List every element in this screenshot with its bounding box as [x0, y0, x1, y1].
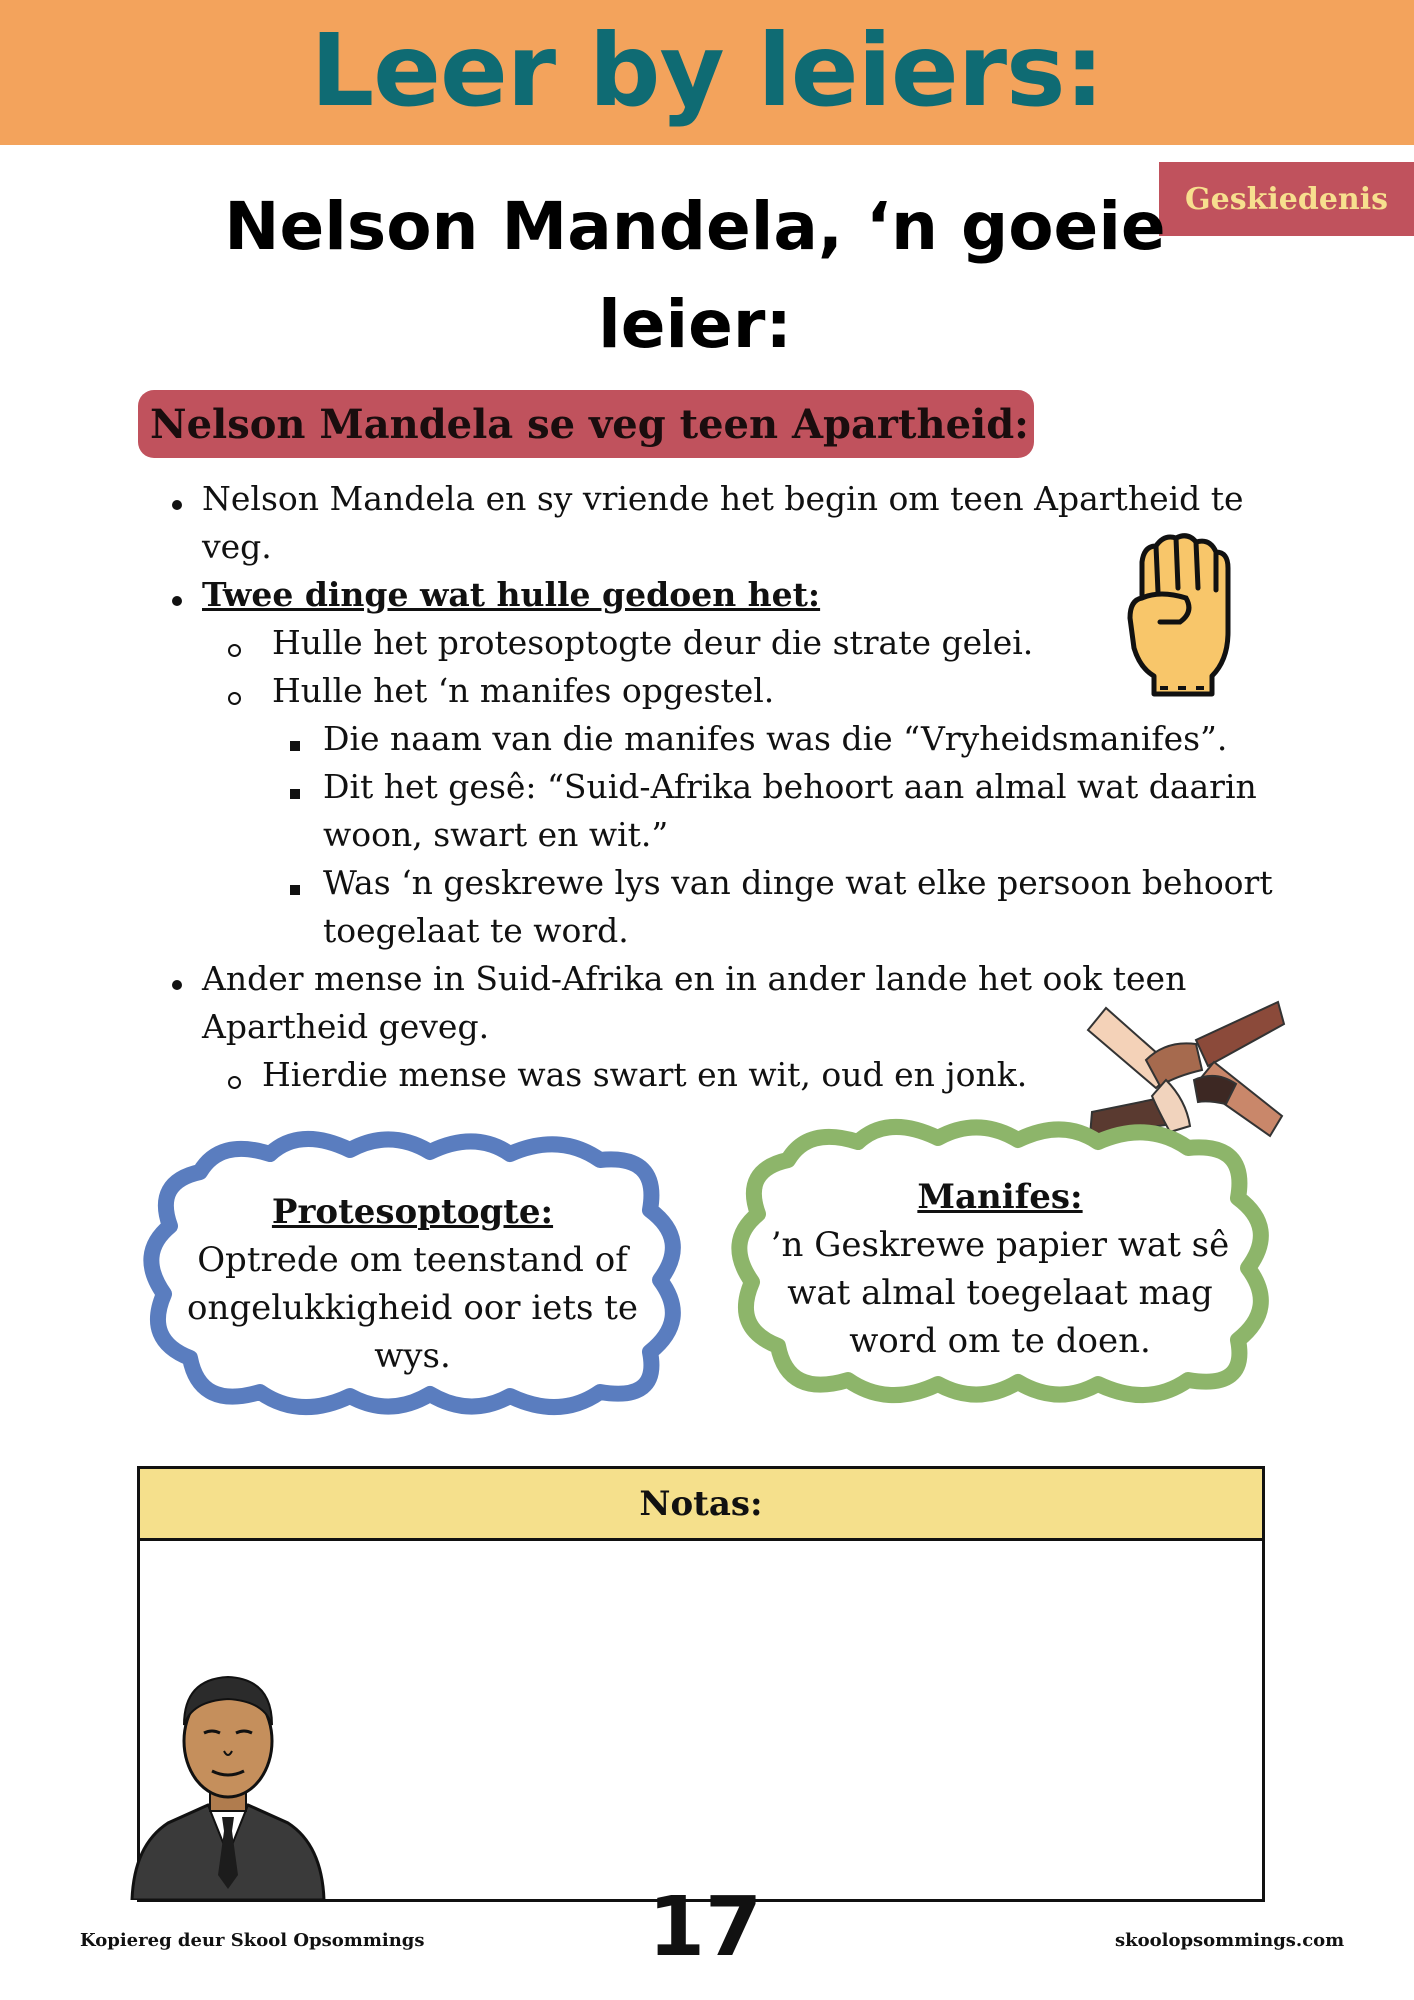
footer-website: skoolopsommings.com [1115, 1930, 1345, 1951]
footer-copyright: Kopiereg deur Skool Opsommings [80, 1930, 425, 1951]
section-heading [138, 390, 1034, 458]
definition-line: ’n Geskrewe papier wat sê [770, 1225, 1230, 1265]
notes-title: Notas: [639, 1483, 763, 1524]
page-number: 17 [647, 1880, 763, 1975]
bullet-text: Ander mense in Suid-Afrika en in ander lande het ook teen [202, 959, 1187, 998]
definition-manifes [765, 1173, 1235, 1365]
notes-header [140, 1469, 1262, 1541]
sub-bullet-text: Hierdie mense was swart en wit, oud en jonk. [262, 1055, 1028, 1094]
sub-sub-bullet-text: Die naam van die manifes was die “Vryheidsmanifes”. [323, 719, 1228, 758]
bullet-dot [172, 980, 182, 990]
sub-bullet-circle [228, 1076, 241, 1089]
raised-fist-icon [1120, 528, 1240, 698]
bullet-text: Apartheid geveg. [202, 1007, 490, 1046]
mandela-portrait-icon [128, 1655, 328, 1900]
sub-bullet-circle [228, 644, 241, 657]
bullet-text: Nelson Mandela en sy vriende het begin om teen Apartheid te [202, 479, 1244, 518]
definition-line: wys. [374, 1336, 451, 1376]
bullet-dot [172, 500, 182, 510]
bullet-dot [172, 596, 182, 606]
sub-sub-bullet-text: woon, swart en wit.” [323, 815, 669, 854]
sub-sub-bullet-text: toegelaat te word. [323, 911, 629, 950]
sub-sub-bullet-square [290, 741, 300, 751]
definition-line: Optrede om teenstand of [197, 1240, 628, 1280]
definition-protesoptogte [180, 1188, 645, 1380]
page-title [220, 178, 1170, 374]
bullet-text: veg. [202, 527, 272, 566]
definition-line: word om te doen. [849, 1321, 1151, 1361]
page-title-line2: leier: [598, 286, 792, 363]
definition-line: ongelukkigheid oor iets te [186, 1288, 639, 1328]
sub-sub-bullet-square [290, 885, 300, 895]
definition-line: wat almal toegelaat mag [787, 1273, 1213, 1313]
subject-tag-label: Geskiedenis [1184, 181, 1389, 217]
sub-bullet-text: Hulle het protesoptogte deur die strate gelei. [272, 623, 1034, 662]
bullet-text-bold: Twee dinge wat hulle gedoen het: [202, 575, 821, 614]
section-heading-label: Nelson Mandela se veg teen Apartheid: [150, 400, 1029, 448]
sub-bullet-circle [228, 692, 241, 705]
definition-term: Protesoptogte: [271, 1192, 554, 1232]
definition-term: Manifes: [917, 1177, 1083, 1217]
page-banner-title: Leer by leiers: [310, 12, 1104, 129]
page-title-line1: Nelson Mandela, ‘n goeie [224, 188, 1166, 265]
sub-sub-bullet-square [290, 789, 300, 799]
sub-bullet-text: Hulle het ‘n manifes opgestel. [272, 671, 775, 710]
sub-sub-bullet-text: Was ‘n geskrewe lys van dinge wat elke persoon behoort [323, 863, 1273, 902]
subject-tag [1159, 162, 1414, 236]
sub-sub-bullet-text: Dit het gesê: “Suid-Afrika behoort aan almal wat daarin [323, 767, 1257, 806]
